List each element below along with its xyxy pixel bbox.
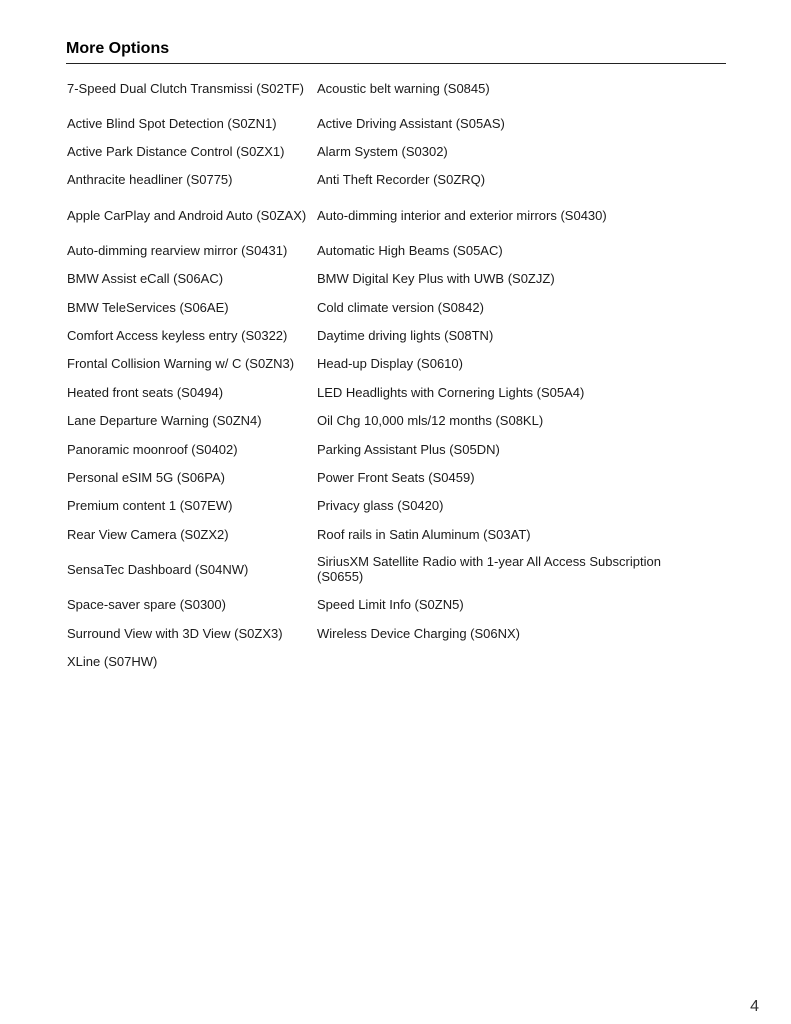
title-divider [66, 63, 726, 64]
option-right: Auto-dimming interior and exterior mirrors (S0430) [317, 207, 607, 223]
option-left: Active Blind Spot Detection (S0ZN1) [67, 115, 277, 131]
table-row [66, 548, 726, 590]
section-title: More Options [66, 40, 170, 57]
option-right: SiriusXM Satellite Radio with 1-year All Access Subscription (S0655) [317, 554, 661, 585]
table-row [66, 378, 726, 406]
options-table [66, 67, 726, 676]
option-right: Anti Theft Recorder (S0ZRQ) [317, 172, 486, 188]
table-row [66, 166, 726, 194]
option-left: XLine (S07HW) [67, 653, 158, 669]
option-left: Panoramic moonroof (S0402) [67, 441, 238, 457]
option-right: Privacy glass (S0420) [317, 498, 444, 514]
option-left: SensaTec Dashboard (S04NW) [67, 561, 249, 577]
option-left: Active Park Distance Control (S0ZX1) [67, 144, 285, 160]
option-left: Auto-dimming rearview mirror (S0431) [67, 242, 288, 258]
option-left: BMW TeleServices (S06AE) [67, 299, 229, 315]
table-row [66, 647, 726, 675]
option-left: 7-Speed Dual Clutch Transmissi (S02TF) [67, 80, 304, 96]
option-right: Active Driving Assistant (S05AS) [317, 115, 505, 131]
table-row [66, 137, 726, 165]
option-right: Alarm System (S0302) [317, 144, 448, 160]
table-row [66, 619, 726, 647]
option-left: BMW Assist eCall (S06AC) [67, 271, 224, 287]
option-left: Heated front seats (S0494) [67, 384, 224, 400]
table-row [66, 67, 726, 109]
table-row [66, 463, 726, 491]
option-right: Oil Chg 10,000 mls/12 months (S08KL) [317, 413, 544, 429]
table-row [66, 590, 726, 618]
table-row [66, 407, 726, 435]
option-right: BMW Digital Key Plus with UWB (S0ZJZ) [317, 271, 555, 287]
option-right: Roof rails in Satin Aluminum (S03AT) [317, 526, 531, 542]
table-row [66, 520, 726, 548]
table-row [66, 265, 726, 293]
option-left: Anthracite headliner (S0775) [67, 172, 233, 188]
option-left: Comfort Access keyless entry (S0322) [67, 328, 288, 344]
option-right: Cold climate version (S0842) [317, 299, 484, 315]
option-left: Space-saver spare (S0300) [67, 597, 226, 613]
option-right: Speed Limit Info (S0ZN5) [317, 597, 464, 613]
table-row [66, 350, 726, 378]
option-left: Surround View with 3D View (S0ZX3) [67, 625, 283, 641]
option-right: Wireless Device Charging (S06NX) [317, 625, 521, 641]
option-left: Frontal Collision Warning w/ C (S0ZN3) [67, 356, 295, 372]
option-right: Parking Assistant Plus (S05DN) [317, 441, 500, 457]
table-row [66, 194, 726, 236]
option-left: Rear View Camera (S0ZX2) [67, 526, 229, 542]
option-right: Daytime driving lights (S08TN) [317, 328, 494, 344]
table-row [66, 109, 726, 137]
option-right: Head-up Display (S0610) [317, 356, 463, 372]
table-row [66, 492, 726, 520]
option-left: Lane Departure Warning (S0ZN4) [67, 413, 262, 429]
table-row [66, 236, 726, 264]
option-right: LED Headlights with Cornering Lights (S05A4) [317, 384, 585, 400]
option-left: Apple CarPlay and Android Auto (S0ZAX) [67, 207, 307, 223]
option-left: Premium content 1 (S07EW) [67, 498, 233, 514]
page-number: 4 [750, 998, 759, 1015]
table-row [66, 293, 726, 321]
option-left: Personal eSIM 5G (S06PA) [67, 469, 225, 485]
table-row [66, 435, 726, 463]
option-right: Automatic High Beams (S05AC) [317, 242, 503, 258]
table-row [66, 321, 726, 349]
option-right: Acoustic belt warning (S0845) [317, 80, 490, 96]
option-right: Power Front Seats (S0459) [317, 469, 475, 485]
